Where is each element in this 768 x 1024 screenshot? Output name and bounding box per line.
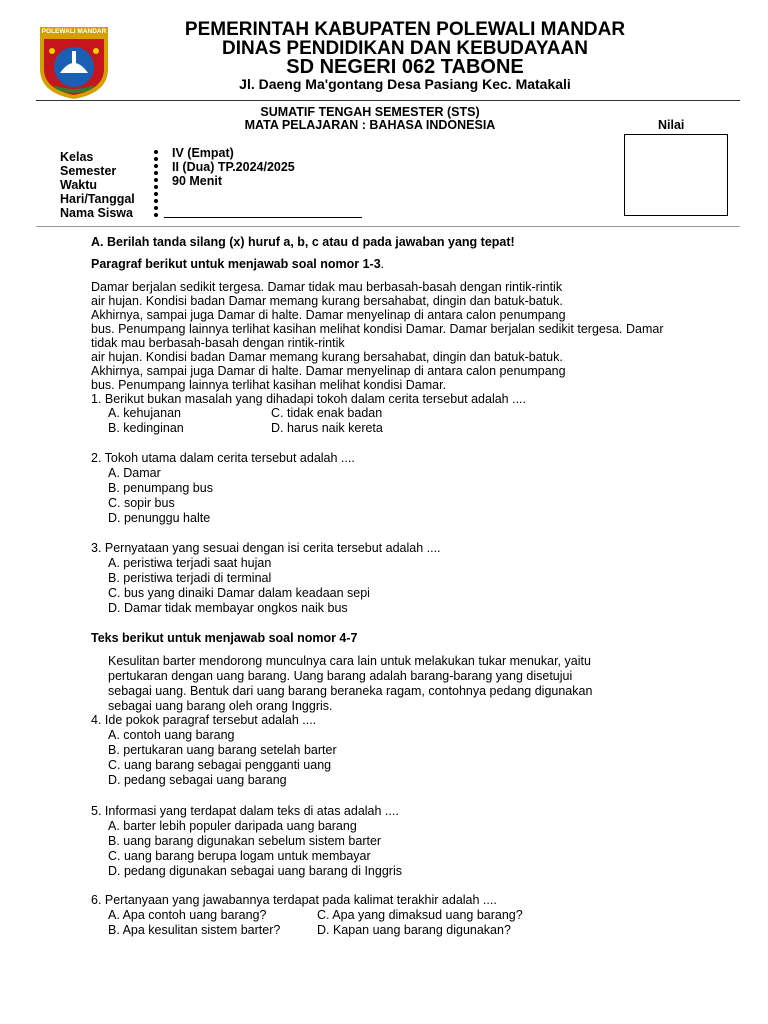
q2-option-a[interactable]: A. Damar [108,466,161,480]
passage1-line: air hujan. Kondisi badan Damar memang kurang bersahabat, dingin dan batuk-batuk. [91,350,563,364]
header-divider [36,100,740,101]
info-dot [154,213,158,217]
q1-option-c[interactable]: C. tidak enak badan [271,406,383,420]
question-3: 3. Pernyataan yang sesuai dengan isi cerita tersebut adalah .... [91,541,441,555]
q2-option-c[interactable]: C. sopir bus [108,496,175,510]
info-dot [154,206,158,210]
q1-option-a[interactable]: A. kehujanan [108,406,181,420]
info-dot [154,171,158,175]
info-dot [154,178,158,182]
info-dot [154,185,158,189]
q6-option-c[interactable]: C. Apa yang dimaksud uang barang? [317,908,523,922]
info-label-kelas: Kelas [60,150,94,164]
exam-title-1: SUMATIF TENGAH SEMESTER (STS) [260,105,480,119]
section1-heading-text: Paragraf berikut untuk menjawab soal nomor 1-3 [91,257,381,271]
q4-option-a[interactable]: A. contoh uang barang [108,728,235,742]
passage2-line: sebagai uang barang oleh orang Inggris. [108,699,333,713]
question-2: 2. Tokoh utama dalam cerita tersebut adalah .... [91,451,355,465]
q5-option-c[interactable]: C. uang barang berupa logam untuk membayar [108,849,371,863]
q4-option-d[interactable]: D. pedang sebagai uang barang [108,773,287,787]
header-line-3: SD NEGERI 062 TABONE [286,56,524,78]
info-dot [154,164,158,168]
passage2-line: sebagai uang. Bentuk dari uang barang beraneka ragam, contohnya pedang digunakan [108,684,593,698]
info-value-kelas: IV (Empat) [172,146,234,160]
section2-heading: Teks berikut untuk menjawab soal nomor 4-7 [91,631,358,645]
question-4: 4. Ide pokok paragraf tersebut adalah .... [91,713,317,727]
info-label-waktu: Waktu [60,178,98,192]
q4-option-c[interactable]: C. uang barang sebagai pengganti uang [108,758,332,772]
passage1-line: air hujan. Kondisi badan Damar memang kurang bersahabat, dingin dan batuk-batuk. [91,294,563,308]
passage2-line: Kesulitan barter mendorong munculnya cara lain untuk melakukan tukar menukar, yaitu [108,654,591,668]
header-address: Jl. Daeng Ma'gontang Desa Pasiang Kec. Matakali [239,76,571,92]
question-5: 5. Informasi yang terdapat dalam teks di atas adalah .... [91,804,399,818]
passage1-line: bus. Penumpang lainnya terlihat kasihan melihat kondisi Damar. [91,378,447,392]
q6-option-b[interactable]: B. Apa kesulitan sistem barter? [108,923,281,937]
header-line-1: PEMERINTAH KABUPATEN POLEWALI MANDAR [184,19,626,40]
passage1-line: Akhirnya, sampai juga Damar di halte. Damar menyelinap di antara calon penumpang [91,308,566,322]
passage1-line: Damar berjalan sedikit tergesa. Damar tidak mau berbasah-basah dengan rintik-rintik [91,280,563,294]
section1-heading-suffix: . [380,257,385,271]
q5-option-d[interactable]: D. pedang digunakan sebagai uang barang di Inggris [108,864,402,878]
nama-siswa-field[interactable] [164,217,362,218]
regency-logo [36,23,112,101]
q3-option-a[interactable]: A. peristiwa terjadi saat hujan [108,556,272,570]
q6-option-d[interactable]: D. Kapan uang barang digunakan? [317,923,511,937]
q1-option-d[interactable]: D. harus naik kereta [271,421,383,435]
q1-option-b[interactable]: B. kedinginan [108,421,184,435]
question-6: 6. Pertanyaan yang jawabannya terdapat pada kalimat terakhir adalah .... [91,893,497,907]
info-label-hari-tanggal: Hari/Tanggal [60,192,135,206]
q5-option-b[interactable]: B. uang barang digunakan sebelum sistem barter [108,834,382,848]
passage1-line: bus. Penumpang lainnya terlihat kasihan melihat kondisi Damar. Damar berjalan sedikit tergesa. Damar [91,322,664,336]
info-dot [154,157,158,161]
info-divider [36,226,740,227]
passage2-line: pertukaran dengan uang barang. Uang barang adalah barang-barang yang disetujui [108,669,573,683]
info-dot [154,199,158,203]
info-label-semester: Semester [60,164,117,178]
nilai-label: Nilai [658,118,685,132]
q3-option-d[interactable]: D. Damar tidak membayar ongkos naik bus [108,601,348,615]
q5-option-a[interactable]: A. barter lebih populer daripada uang barang [108,819,357,833]
q6-option-a[interactable]: A. Apa contoh uang barang? [108,908,267,922]
exam-title-2: MATA PELAJARAN : BAHASA INDONESIA [244,118,496,132]
instruction: A. Berilah tanda silang (x) huruf a, b, c atau d pada jawaban yang tepat! [91,235,515,249]
logo-top-text: POLEWALI MANDAR [41,28,107,35]
score-box[interactable] [624,134,728,216]
info-label-nama-siswa: Nama Siswa [60,206,133,220]
section1-heading [91,257,384,272]
header-line-2: DINAS PENDIDIKAN DAN KEBUDAYAAN [222,38,588,59]
info-dot [154,192,158,196]
info-dot [154,150,158,154]
q2-option-b[interactable]: B. penumpang bus [108,481,213,495]
passage1-line: Akhirnya, sampai juga Damar di halte. Damar menyelinap di antara calon penumpang [91,364,566,378]
info-value-semester: II (Dua) TP.2024/2025 [172,160,295,174]
q3-option-b[interactable]: B. peristiwa terjadi di terminal [108,571,272,585]
q2-option-d[interactable]: D. penunggu halte [108,511,211,525]
info-value-waktu: 90 Menit [172,174,223,188]
q3-option-c[interactable]: C. bus yang dinaiki Damar dalam keadaan sepi [108,586,370,600]
q4-option-b[interactable]: B. pertukaran uang barang setelah barter [108,743,337,757]
passage1-line: tidak mau berbasah-basah dengan rintik-rintik [91,336,345,350]
question-1: 1. Berikut bukan masalah yang dihadapi tokoh dalam cerita tersebut adalah .... [91,392,526,406]
